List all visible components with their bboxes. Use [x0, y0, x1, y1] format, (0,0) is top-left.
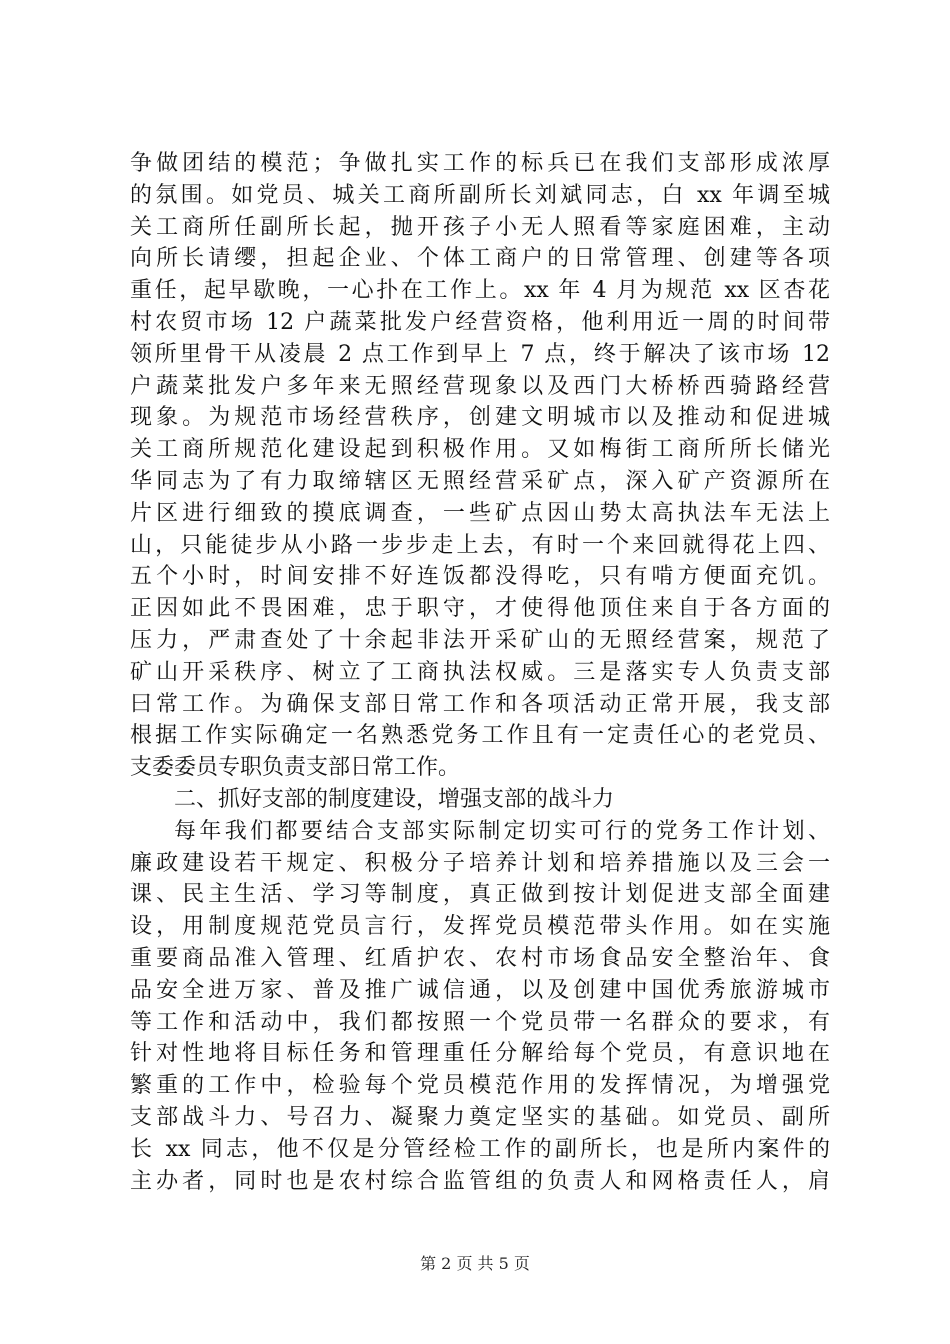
- paragraph-line: 品安全进万家、普及推广诚信通，以及创建中国优秀旅游城市: [130, 977, 830, 1003]
- paragraph-line: 支部战斗力、号召力、凝聚力奠定坚实的基础。如党员、副所: [130, 1104, 830, 1130]
- paragraph-line: 重任，起早歇晚，一心扑在工作上。xx 年 4 月为规范 xx 区杏花: [130, 278, 830, 304]
- paragraph-line: 矿山开采秩序、树立了工商执法权威。三是落实专人负责支部: [130, 659, 830, 685]
- document-body: [130, 148, 830, 1197]
- paragraph-line: 课、民主生活、学习等制度，真正做到按计划促进支部全面建: [130, 882, 830, 908]
- paragraph-line: 五个小时，时间安排不好连饭都没得吃，只有啃方便面充饥。: [130, 564, 830, 590]
- section-heading: 二、抓好支部的制度建设，增强支部的战斗力: [174, 786, 615, 812]
- paragraph-line: 重要商品准入管理、红盾护农、农村市场食品安全整治年、食: [130, 945, 830, 971]
- paragraph-line: 支委委员专职负责支部日常工作。: [130, 755, 461, 781]
- paragraph-line: 关工商所规范化建设起到积极作用。又如梅街工商所所长储光: [130, 437, 830, 463]
- paragraph-line: 争做团结的模范；争做扎实工作的标兵已在我们支部形成浓厚: [130, 151, 830, 176]
- paragraph-line: 针对性地将目标任务和管理重任分解给每个党员，有意识地在: [130, 1041, 830, 1067]
- paragraph-line: 曰常工作。为确保支部日常工作和各项活动正常开展，我支部: [130, 691, 830, 717]
- paragraph-line: 主办者，同时也是农村综合监管组的负责人和网格责任人，肩: [130, 1168, 830, 1194]
- paragraph-line: 设，用制度规范党员言行，发挥党员模范带头作用。如在实施: [130, 914, 830, 940]
- paragraph-line: 正因如此不畏困难，忠于职守，才使得他顶住来自于各方面的: [130, 596, 830, 622]
- page-number-footer: 第 2 页 共 5 页: [420, 1254, 530, 1273]
- paragraph-line: 户蔬菜批发户多年来无照经营现象以及西门大桥桥西骑路经营: [130, 373, 830, 399]
- paragraph-line: 长 xx 同志，他不仅是分管经检工作的副所长，也是所内案件的: [130, 1136, 830, 1162]
- paragraph-line: 领所里骨干从凌晨 2 点工作到早上 7 点，终于解决了该市场 12: [130, 341, 830, 367]
- paragraph-line: 村农贸市场 12 户蔬菜批发户经营资格，他利用近一周的时间带: [130, 309, 830, 335]
- paragraph-line: 压力，严肃查处了十余起非法开采矿山的无照经营案，规范了: [130, 627, 830, 653]
- paragraph-line: 山，只能徒步从小路一步步走上去，有时一个来回就得花上四、: [130, 532, 830, 558]
- paragraph-line: 向所长请缨，担起企业、个体工商户的日常管理、创建等各项: [130, 246, 830, 272]
- paragraph-line: 现象。为规范市场经营秩序，创建文明城市以及推动和促进城: [130, 405, 830, 431]
- paragraph-line: 廉政建设若干规定、积极分子培养计划和培养措施以及三会一: [130, 850, 830, 876]
- paragraph-line: 根据工作实际确定一名熟悉党务工作且有一定责任心的老党员、: [130, 723, 830, 749]
- paragraph-line: 关工商所任副所长起，抛开孩子小无人照看等家庭困难，主动: [130, 214, 830, 240]
- paragraph-line: 繁重的工作中，检验每个党员模范作用的发挥情况，为增强党: [130, 1073, 830, 1099]
- paragraph-line: 片区进行细致的摸底调查，一些矿点因山势太高执法车无法上: [130, 500, 830, 526]
- paragraph-line: 的氛围。如党员、城关工商所副所长刘斌同志，白 xx 年调至城: [130, 182, 830, 208]
- paragraph-line: 每年我们都要结合支部实际制定切实可行的党务工作计划、: [174, 818, 830, 844]
- paragraph-line: 等工作和活动中，我们都按照一个党员带一名群众的要求，有: [130, 1009, 830, 1035]
- paragraph-line: 华同志为了有力取缔辖区无照经营采矿点，深入矿产资源所在: [130, 468, 830, 494]
